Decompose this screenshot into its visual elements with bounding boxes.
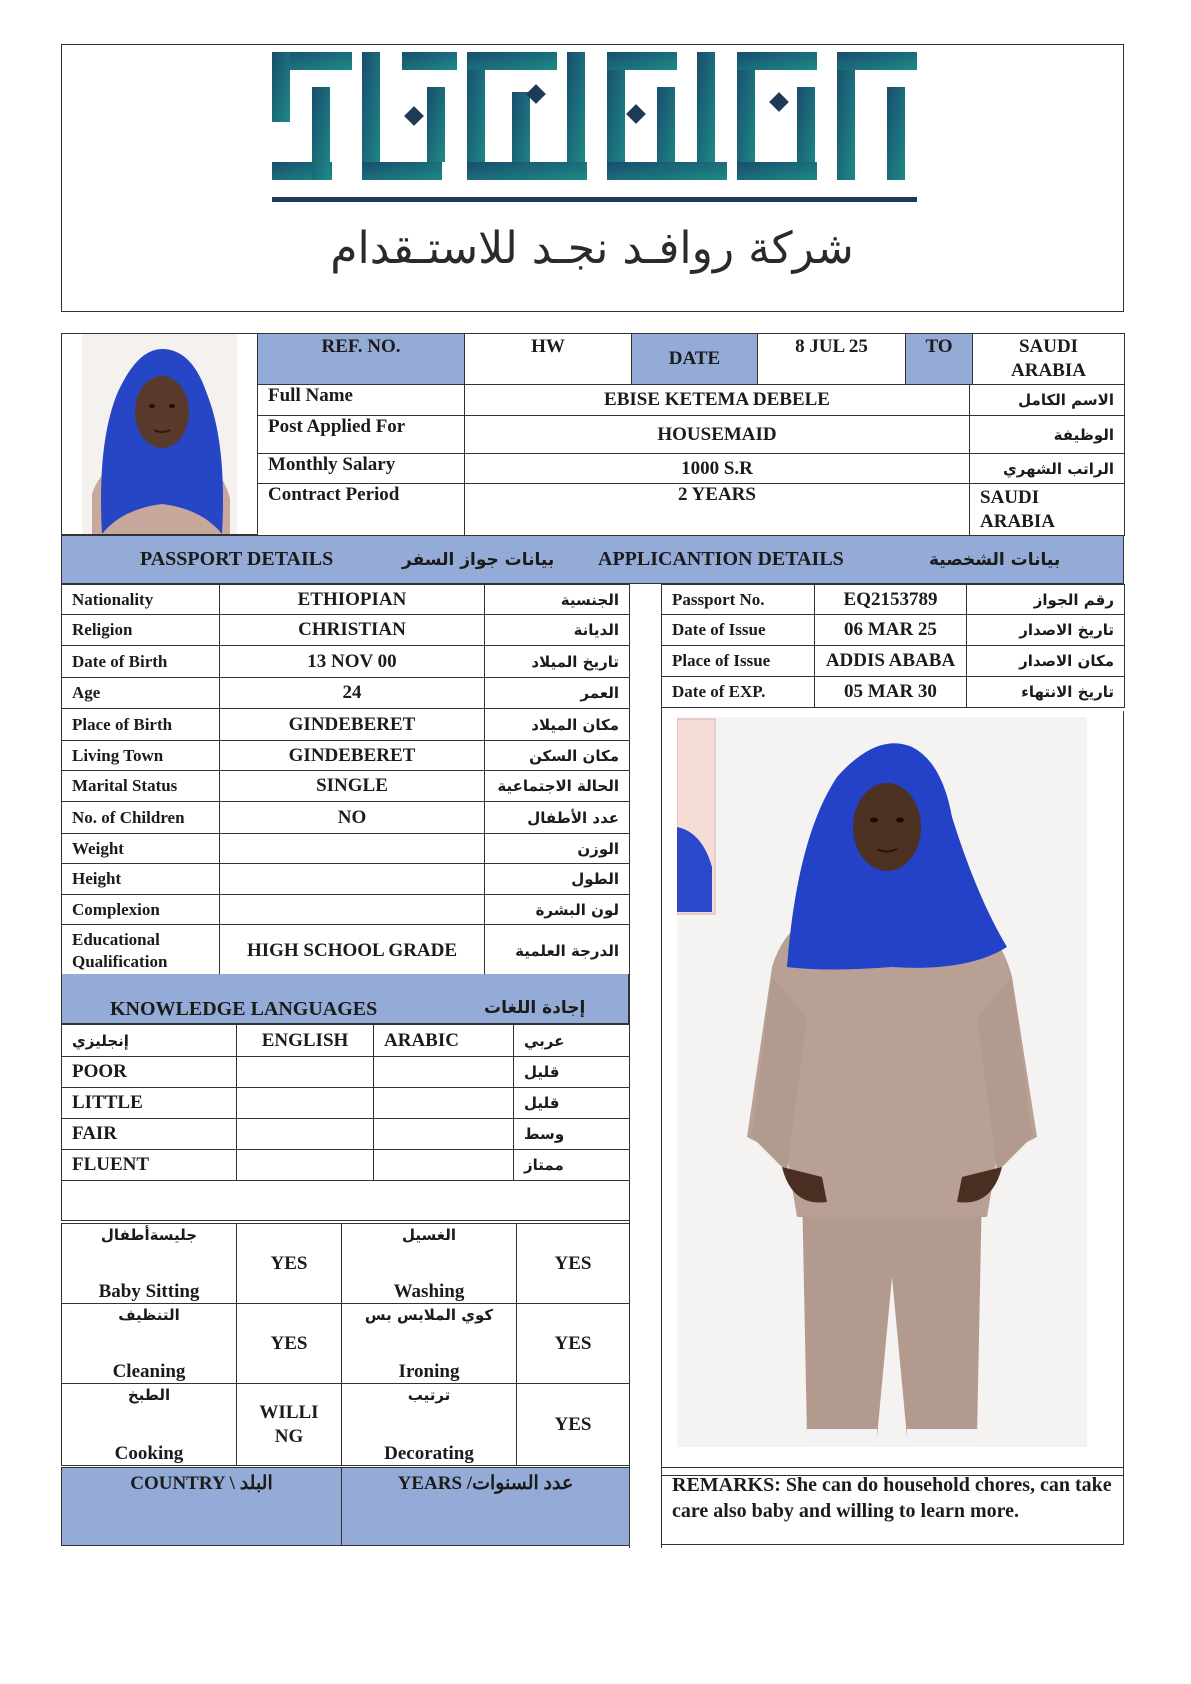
- lang-header-en-ar: إنجليزي: [62, 1025, 237, 1057]
- personal-label-ar: عدد الأطفال: [485, 802, 630, 834]
- personal-row: [62, 585, 630, 615]
- ref-value: HW: [465, 334, 632, 385]
- experience-table: [61, 1467, 630, 1546]
- personal-value: HIGH SCHOOL GRADE: [220, 925, 485, 977]
- salary-value: 1000 S.R: [465, 454, 970, 484]
- date-value: 8 JUL 25: [758, 334, 906, 385]
- full-name-ar: الاسم الكامل: [970, 385, 1125, 416]
- personal-label-ar: الجنسية: [485, 585, 630, 615]
- remarks-box: [661, 1467, 1124, 1545]
- section-bar: [61, 535, 1124, 584]
- personal-value: ETHIOPIAN: [220, 585, 485, 615]
- skill-b-value: YES: [517, 1304, 630, 1384]
- skills-row: [62, 1224, 630, 1304]
- passport-label-ar: مكان الاصدار: [967, 646, 1125, 677]
- language-level-ar: قليل: [514, 1088, 630, 1119]
- english-level-cell: [237, 1057, 374, 1088]
- skill-b: [342, 1224, 517, 1304]
- lang-header-ar-ar: عربي: [514, 1025, 630, 1057]
- arabic-level-cell: [374, 1088, 514, 1119]
- arabic-level-cell: [374, 1057, 514, 1088]
- personal-row: [62, 834, 630, 864]
- skill-b-en: Ironing: [398, 1361, 460, 1382]
- personal-label: Weight: [62, 834, 220, 864]
- languages-title: KNOWLEDGE LANGUAGES: [110, 998, 378, 1020]
- skill-b-ar: كوي الملابس بس: [364, 1306, 494, 1324]
- personal-label: Age: [62, 678, 220, 709]
- english-level-cell: [237, 1088, 374, 1119]
- personal-label: Complexion: [62, 895, 220, 925]
- personal-row: [62, 925, 630, 977]
- passport-row: [662, 615, 1125, 646]
- years-label: YEARS /عدد السنوات: [342, 1468, 630, 1546]
- personal-label: Living Town: [62, 741, 220, 771]
- language-level-row: [62, 1150, 630, 1181]
- country-label: COUNTRY \ البلد: [62, 1468, 342, 1546]
- personal-label: Marital Status: [62, 771, 220, 802]
- personal-value: [220, 895, 485, 925]
- skill-a: [62, 1224, 237, 1304]
- to-value: SAUDI ARABIA: [973, 334, 1125, 385]
- language-level-ar: قليل: [514, 1057, 630, 1088]
- passport-label-ar: تاريخ الانتهاء: [967, 677, 1125, 708]
- logo-box: [61, 44, 1124, 312]
- contract-note: SAUDI ARABIA: [970, 484, 1125, 536]
- personal-value: 24: [220, 678, 485, 709]
- ref-label: REF. NO.: [258, 334, 465, 385]
- passport-row: [662, 585, 1125, 615]
- full-name-label: Full Name: [258, 385, 465, 416]
- personal-row: [62, 802, 630, 834]
- passport-label: Date of Issue: [662, 615, 815, 646]
- language-level-en: LITTLE: [62, 1088, 237, 1119]
- personal-row: [62, 741, 630, 771]
- personal-row: [62, 864, 630, 895]
- skill-a-en: Cleaning: [112, 1361, 186, 1382]
- arabic-level-cell: [374, 1150, 514, 1181]
- personal-value: [220, 834, 485, 864]
- contract-value: 2 YEARS: [465, 484, 970, 536]
- languages-table: [61, 1024, 630, 1221]
- skill-a-value: YES: [237, 1224, 342, 1304]
- language-level-en: FLUENT: [62, 1150, 237, 1181]
- skill-a-ar: التنظيف: [118, 1306, 180, 1324]
- languages-title-ar: إجادة اللغات: [484, 998, 586, 1018]
- personal-label-ar: الحالة الاجتماعية: [485, 771, 630, 802]
- personal-label: Nationality: [62, 585, 220, 615]
- personal-label: Place of Birth: [62, 709, 220, 741]
- skills-row: [62, 1384, 630, 1466]
- salary-ar: الراتب الشهري: [970, 454, 1125, 484]
- passport-label: Date of EXP.: [662, 677, 815, 708]
- passport-label-ar: رقم الجواز: [967, 585, 1125, 615]
- personal-row: [62, 646, 630, 678]
- personal-value: 13 NOV 00: [220, 646, 485, 678]
- english-level-cell: [237, 1119, 374, 1150]
- skill-a-en: Cooking: [114, 1443, 184, 1464]
- passport-value: 06 MAR 25: [815, 615, 967, 646]
- skill-b-value: YES: [517, 1384, 630, 1466]
- skill-b-ar: الغسيل: [401, 1226, 457, 1244]
- header-details-table: [257, 384, 1125, 536]
- personal-label: Height: [62, 864, 220, 895]
- passport-label: Place of Issue: [662, 646, 815, 677]
- personal-row: [62, 895, 630, 925]
- personal-row: [62, 771, 630, 802]
- personal-value: CHRISTIAN: [220, 615, 485, 646]
- passport-value: ADDIS ABABA: [815, 646, 967, 677]
- applicant-fullbody-icon: [677, 717, 1087, 1447]
- company-name-ar: شركة روافـد نجـد للاستـقدام: [330, 223, 854, 274]
- lang-header-english: ENGLISH: [237, 1025, 374, 1057]
- post-ar: الوظيفة: [970, 416, 1125, 454]
- personal-label: Religion: [62, 615, 220, 646]
- application-details-title-ar: بيانات الشخصية: [929, 550, 1061, 570]
- personal-value: [220, 864, 485, 895]
- date-label: DATE: [632, 334, 758, 385]
- skill-b-en: Decorating: [384, 1443, 474, 1464]
- personal-label-ar: مكان الميلاد: [485, 709, 630, 741]
- personal-label: No. of Children: [62, 802, 220, 834]
- personal-label-ar: لون البشرة: [485, 895, 630, 925]
- remarks-text: REMARKS: She can do household chores, can take care also baby and willing to learn more.: [672, 1474, 1112, 1522]
- language-level-row: [62, 1119, 630, 1150]
- skill-b-ar: ترتيب: [407, 1386, 451, 1404]
- skill-a-ar: جليسةأطفال: [100, 1226, 198, 1244]
- personal-label-ar: الديانة: [485, 615, 630, 646]
- applicant-photo-large-frame: [661, 711, 1124, 1476]
- skill-b-value: YES: [517, 1224, 630, 1304]
- salary-label: Monthly Salary: [258, 454, 465, 484]
- language-level-en: FAIR: [62, 1119, 237, 1150]
- skill-b-en: Washing: [393, 1281, 465, 1302]
- personal-label-ar: مكان السكن: [485, 741, 630, 771]
- passport-value: EQ2153789: [815, 585, 967, 615]
- personal-row: [62, 709, 630, 741]
- applicant-portrait-icon: [82, 334, 237, 534]
- skills-row: [62, 1304, 630, 1384]
- skill-a-value: YES: [237, 1304, 342, 1384]
- personal-value: GINDEBERET: [220, 709, 485, 741]
- personal-value: GINDEBERET: [220, 741, 485, 771]
- application-details-title: APPLICANTION DETAILS: [598, 548, 844, 570]
- language-level-row: [62, 1057, 630, 1088]
- skills-table: [61, 1223, 630, 1466]
- contract-label: Contract Period: [258, 484, 465, 536]
- skill-a-en: Baby Sitting: [98, 1281, 200, 1302]
- passport-value: 05 MAR 30: [815, 677, 967, 708]
- passport-label: Passport No.: [662, 585, 815, 615]
- language-level-row: [62, 1088, 630, 1119]
- language-level-en: POOR: [62, 1057, 237, 1088]
- language-level-ar: ممتاز: [514, 1150, 630, 1181]
- post-label: Post Applied For: [258, 416, 465, 454]
- header-table: [257, 333, 1125, 385]
- skill-a-ar: الطبخ: [127, 1386, 171, 1404]
- personal-label-ar: العمر: [485, 678, 630, 709]
- arabic-level-cell: [374, 1119, 514, 1150]
- passport-row: [662, 677, 1125, 708]
- personal-label-ar: الدرجة العلمية: [485, 925, 630, 977]
- personal-label-ar: الوزن: [485, 834, 630, 864]
- divider-column: [629, 584, 662, 1548]
- skill-a: [62, 1384, 237, 1466]
- skill-b: [342, 1384, 517, 1466]
- passport-table: [661, 584, 1125, 708]
- passport-row: [662, 646, 1125, 677]
- personal-value: SINGLE: [220, 771, 485, 802]
- skill-b: [342, 1304, 517, 1384]
- personal-table: [61, 584, 630, 977]
- personal-label-ar: الطول: [485, 864, 630, 895]
- personal-row: [62, 615, 630, 646]
- personal-label: Date of Birth: [62, 646, 220, 678]
- passport-details-title: PASSPORT DETAILS: [140, 548, 334, 570]
- personal-row: [62, 678, 630, 709]
- lang-header-arabic: ARABIC: [374, 1025, 514, 1057]
- applicant-photo-small: [61, 333, 258, 535]
- full-name-value: EBISE KETEMA DEBELE: [465, 385, 970, 416]
- skill-a-value: WILLI NG: [237, 1384, 342, 1466]
- languages-title-bar: [61, 974, 629, 1024]
- skill-a: [62, 1304, 237, 1384]
- passport-label-ar: تاريخ الاصدار: [967, 615, 1125, 646]
- company-logo: [267, 47, 927, 207]
- personal-label-ar: تاريخ الميلاد: [485, 646, 630, 678]
- personal-label: Educational Qualification: [62, 925, 220, 977]
- english-level-cell: [237, 1150, 374, 1181]
- post-value: HOUSEMAID: [465, 416, 970, 454]
- passport-details-title-ar: بيانات جواز السفر: [402, 550, 555, 570]
- personal-value: NO: [220, 802, 485, 834]
- language-level-ar: وسط: [514, 1119, 630, 1150]
- lang-spacer-row: [62, 1181, 630, 1221]
- to-label: TO: [906, 334, 973, 385]
